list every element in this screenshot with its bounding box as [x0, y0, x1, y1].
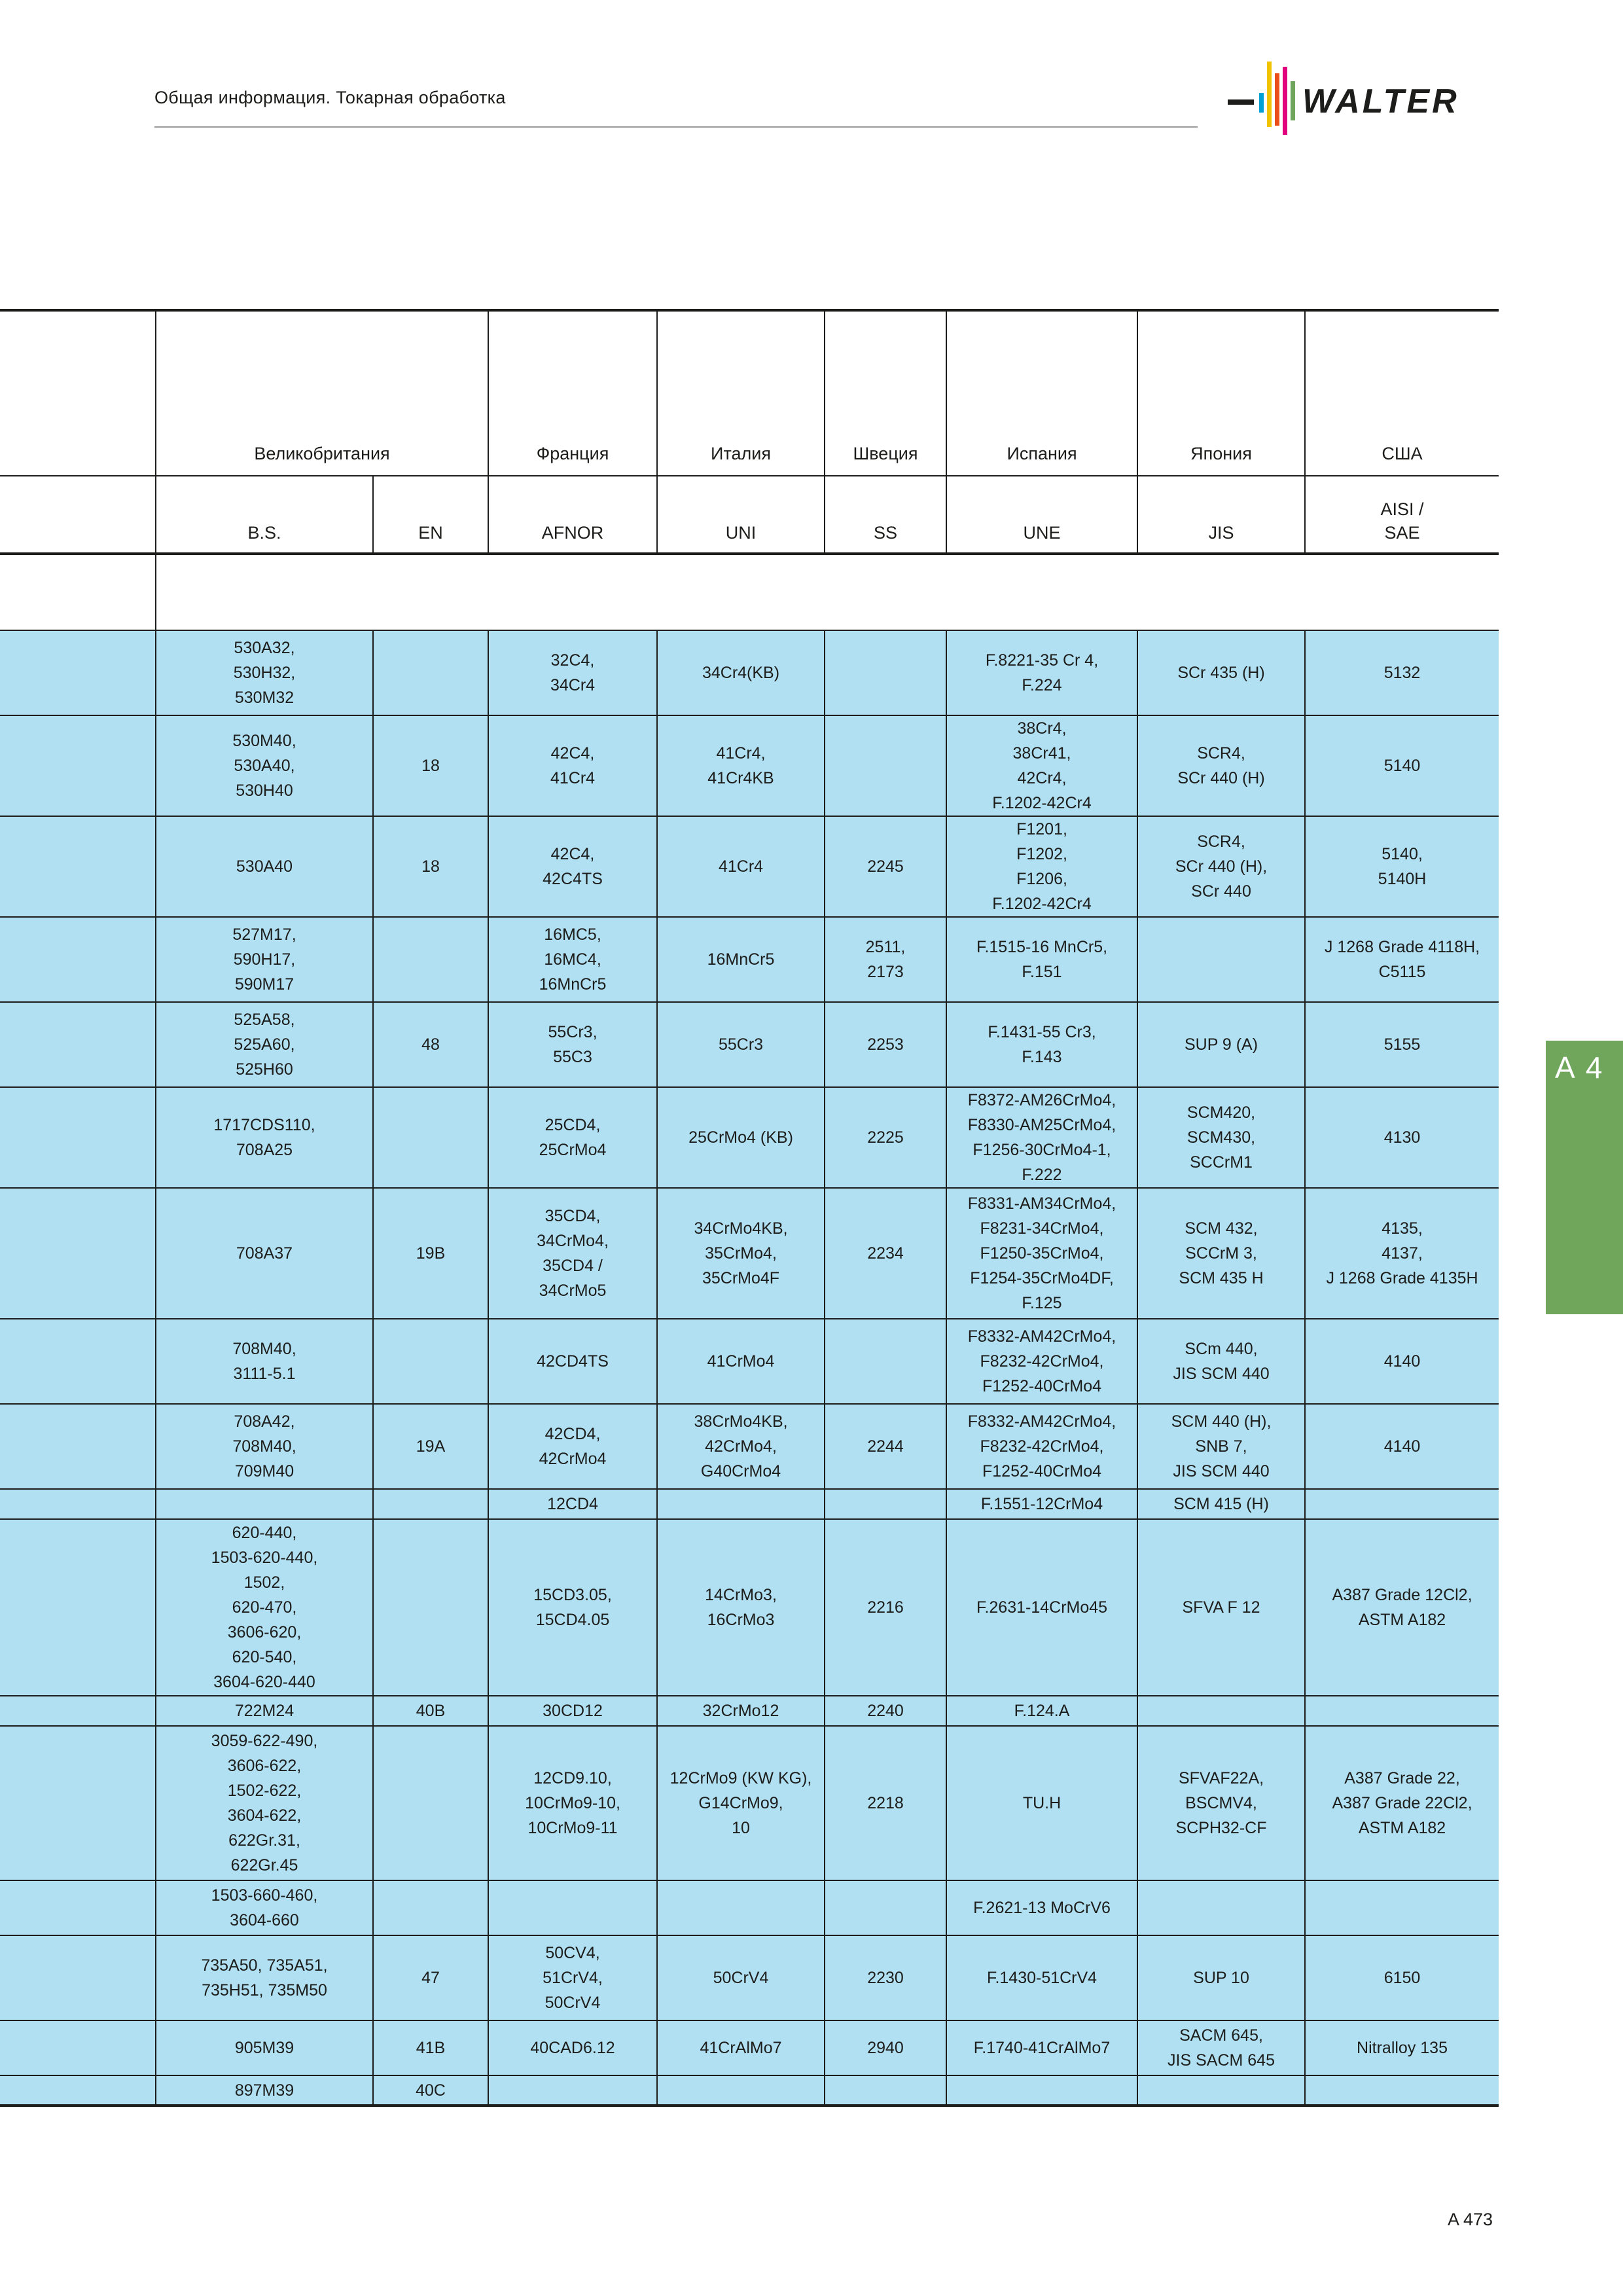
logo-bar-magenta: [1283, 67, 1287, 135]
cell-bs: 620-440, 1503-620-440, 1502, 620-470, 3606-620, 620-540, 3604-620-440: [156, 1519, 373, 1696]
table-row: [0, 1002, 1499, 1087]
table-row: [0, 1188, 1499, 1319]
cell-une: F.8221-35 Cr 4, F.224: [946, 630, 1137, 715]
cell-en: [373, 1519, 488, 1696]
cell-ss: 2234: [825, 1188, 946, 1319]
cell-bs: 897M39: [156, 2075, 373, 2106]
cell-jis: SUP 9 (A): [1137, 1002, 1305, 1087]
country-japan: Япония: [1137, 310, 1305, 476]
cell-uni: 32CrMo12: [657, 1696, 825, 1726]
cell-aisi-sae: 5132: [1305, 630, 1499, 715]
cell-aisi-sae: 5140: [1305, 715, 1499, 816]
cell-jis: SCM 432, SCCrM 3, SCM 435 H: [1137, 1188, 1305, 1319]
cell-une: F.1551-12CrMo4: [946, 1489, 1137, 1519]
cell-afnor: 12CD9.10, 10CrMo9-10, 10CrMo9-11: [488, 1726, 657, 1880]
country-header-row: [0, 310, 1499, 476]
cell-une: F1201, F1202, F1206, F.1202-42Cr4: [946, 816, 1137, 917]
table-row: [0, 1087, 1499, 1188]
cell-une: F.1515-16 MnCr5, F.151: [946, 917, 1137, 1002]
cell-uni: 41Cr4, 41Cr4KB: [657, 715, 825, 816]
cell-une: F.124.A: [946, 1696, 1137, 1726]
cell-en: 18: [373, 715, 488, 816]
left-blank-cell: [0, 1880, 156, 1935]
cell-uni: 12CrMo9 (KW KG), G14CrMo9, 10: [657, 1726, 825, 1880]
cell-une: F.2631-14CrMo45: [946, 1519, 1137, 1696]
cell-en: [373, 1489, 488, 1519]
logo-bar-orange: [1275, 73, 1279, 126]
cell-ss: [825, 1319, 946, 1404]
cell-jis: SFVAF22A, BSCMV4, SCPH32-CF: [1137, 1726, 1305, 1880]
cell-aisi-sae: [1305, 2075, 1499, 2106]
cell-ss: [825, 630, 946, 715]
logo-wordmark: WALTER: [1302, 82, 1459, 120]
cell-afnor: 42C4, 42C4TS: [488, 816, 657, 917]
blank-spacer-row: [0, 554, 1499, 630]
cell-ss: 2225: [825, 1087, 946, 1188]
cell-uni: [657, 2075, 825, 2106]
cell-bs: 1503-660-460, 3604-660: [156, 1880, 373, 1935]
cell-jis: SACM 645, JIS SACM 645: [1137, 2020, 1305, 2075]
logo-bar-green: [1291, 81, 1295, 120]
header-divider: [154, 126, 1198, 128]
left-blank-header: [0, 310, 156, 476]
table-row: [0, 1519, 1499, 1696]
cell-afnor: 40CAD6.12: [488, 2020, 657, 2075]
cell-ss: [825, 1880, 946, 1935]
section-tab-label: A 4: [1555, 1050, 1605, 1085]
cell-aisi-sae: 4135, 4137, J 1268 Grade 4135H: [1305, 1188, 1499, 1319]
cell-afnor: 12CD4: [488, 1489, 657, 1519]
steel-grade-table: [0, 309, 1499, 2107]
cell-bs: [156, 1489, 373, 1519]
cell-afnor: 35CD4, 34CrMo4, 35CD4 / 34CrMo5: [488, 1188, 657, 1319]
table-row: [0, 2075, 1499, 2106]
logo-bars: [1228, 62, 1295, 135]
cell-une: F8332-AM42CrMo4, F8232-42CrMo4, F1252-40CrMo4: [946, 1319, 1137, 1404]
left-blank-cell: [0, 1489, 156, 1519]
cell-en: 47: [373, 1935, 488, 2020]
left-blank-cell: [0, 1188, 156, 1319]
cell-afnor: 55Cr3, 55C3: [488, 1002, 657, 1087]
table-row: [0, 630, 1499, 715]
cell-une: F.1431-55 Cr3, F.143: [946, 1002, 1137, 1087]
cell-bs: 530A32, 530H32, 530M32: [156, 630, 373, 715]
cell-jis: SCM 415 (H): [1137, 1489, 1305, 1519]
cell-uni: 25CrMo4 (KB): [657, 1087, 825, 1188]
cell-jis: [1137, 1880, 1305, 1935]
cell-jis: SFVA F 12: [1137, 1519, 1305, 1696]
cell-bs: 525A58, 525A60, 525H60: [156, 1002, 373, 1087]
cell-afnor: [488, 2075, 657, 2106]
cell-une: F.1430-51CrV4: [946, 1935, 1137, 2020]
cell-uni: 41CrMo4: [657, 1319, 825, 1404]
page-header-title: Общая информация. Токарная обработка: [154, 88, 506, 107]
cell-aisi-sae: [1305, 1696, 1499, 1726]
walter-logo: [1228, 60, 1500, 136]
country-uk: Великобритания: [156, 310, 488, 476]
cell-ss: 2240: [825, 1696, 946, 1726]
cell-uni: 41Cr4: [657, 816, 825, 917]
cell-aisi-sae: Nitralloy 135: [1305, 2020, 1499, 2075]
table-row: [0, 1489, 1499, 1519]
cell-aisi-sae: 6150: [1305, 1935, 1499, 2020]
cell-en: [373, 1726, 488, 1880]
cell-aisi-sae: 5155: [1305, 1002, 1499, 1087]
cell-aisi-sae: 5140, 5140H: [1305, 816, 1499, 917]
cell-uni: 50CrV4: [657, 1935, 825, 2020]
cell-uni: 55Cr3: [657, 1002, 825, 1087]
standard-en: EN: [373, 476, 488, 554]
cell-une: 38Cr4, 38Cr41, 42Cr4, F.1202-42Cr4: [946, 715, 1137, 816]
logo-bar-yellow: [1267, 62, 1272, 127]
standard-ss: SS: [825, 476, 946, 554]
standard-header-row: [0, 476, 1499, 554]
cell-jis: SCm 440, JIS SCM 440: [1137, 1319, 1305, 1404]
logo-bar-blue: [1259, 93, 1264, 113]
cell-afnor: 16MC5, 16MC4, 16MnCr5: [488, 917, 657, 1002]
cell-ss: [825, 1489, 946, 1519]
cell-jis: [1137, 917, 1305, 1002]
table-row: [0, 1935, 1499, 2020]
cell-en: 19A: [373, 1404, 488, 1489]
left-blank-cell: [0, 1726, 156, 1880]
table-row: [0, 816, 1499, 917]
left-blank-cell: [0, 1519, 156, 1696]
cell-aisi-sae: [1305, 1880, 1499, 1935]
cell-jis: SCR4, SCr 440 (H), SCr 440: [1137, 816, 1305, 917]
cell-en: [373, 1319, 488, 1404]
country-spain: Испания: [946, 310, 1137, 476]
cell-une: F8332-AM42CrMo4, F8232-42CrMo4, F1252-40CrMo4: [946, 1404, 1137, 1489]
cell-bs: 530A40: [156, 816, 373, 917]
standard-afnor: AFNOR: [488, 476, 657, 554]
table-row: [0, 1404, 1499, 1489]
cell-ss: 2245: [825, 816, 946, 917]
cell-jis: SCr 435 (H): [1137, 630, 1305, 715]
cell-ss: 2253: [825, 1002, 946, 1087]
cell-en: 18: [373, 816, 488, 917]
cell-ss: 2218: [825, 1726, 946, 1880]
cell-uni: [657, 1489, 825, 1519]
standard-bs: B.S.: [156, 476, 373, 554]
left-blank-cell: [0, 2020, 156, 2075]
cell-afnor: 15CD3.05, 15CD4.05: [488, 1519, 657, 1696]
cell-aisi-sae: 4140: [1305, 1319, 1499, 1404]
cell-aisi-sae: 4130: [1305, 1087, 1499, 1188]
cell-bs: 708A37: [156, 1188, 373, 1319]
cell-aisi-sae: A387 Grade 22, A387 Grade 22Cl2, ASTM A182: [1305, 1726, 1499, 1880]
cell-en: 19B: [373, 1188, 488, 1319]
left-blank-cell: [0, 554, 156, 630]
cell-aisi-sae: A387 Grade 12Cl2, ASTM A182: [1305, 1519, 1499, 1696]
left-blank-cell: [0, 816, 156, 917]
cell-ss: 2216: [825, 1519, 946, 1696]
country-usa: США: [1305, 310, 1499, 476]
left-blank-cell: [0, 1319, 156, 1404]
cell-ss: 2244: [825, 1404, 946, 1489]
cell-en: 40C: [373, 2075, 488, 2106]
cell-bs: 735A50, 735A51, 735H51, 735M50: [156, 1935, 373, 2020]
table-row: [0, 715, 1499, 816]
cell-aisi-sae: 4140: [1305, 1404, 1499, 1489]
standard-uni: UNI: [657, 476, 825, 554]
cell-en: 48: [373, 1002, 488, 1087]
cell-uni: 38CrMo4KB, 42CrMo4, G40CrMo4: [657, 1404, 825, 1489]
cell-jis: SCM420, SCM430, SCCrM1: [1137, 1087, 1305, 1188]
left-blank-cell: [0, 1087, 156, 1188]
cell-aisi-sae: J 1268 Grade 4118H, C5115: [1305, 917, 1499, 1002]
spacer-cell: [156, 554, 1499, 630]
cell-bs: 708A42, 708M40, 709M40: [156, 1404, 373, 1489]
cell-jis: SCM 440 (H), SNB 7, JIS SCM 440: [1137, 1404, 1305, 1489]
cell-afnor: 42CD4TS: [488, 1319, 657, 1404]
cell-bs: 3059-622-490, 3606-622, 1502-622, 3604-622, 622Gr.31, 622Gr.45: [156, 1726, 373, 1880]
cell-uni: 16MnCr5: [657, 917, 825, 1002]
cell-afnor: 50CV4, 51CrV4, 50CrV4: [488, 1935, 657, 2020]
cell-uni: 34Cr4(KB): [657, 630, 825, 715]
cell-une: F8331-AM34CrMo4, F8231-34CrMo4, F1250-35CrMo4, F1254-35CrMo4DF, F.125: [946, 1188, 1137, 1319]
cell-afnor: 42C4, 41Cr4: [488, 715, 657, 816]
cell-bs: 1717CDS110, 708A25: [156, 1087, 373, 1188]
section-tab: [1546, 1041, 1623, 1314]
cell-afnor: 32C4, 34Cr4: [488, 630, 657, 715]
cell-en: 41B: [373, 2020, 488, 2075]
standard-aisi-sae: AISI / SAE: [1305, 476, 1499, 554]
table-row: [0, 1726, 1499, 1880]
cell-en: [373, 917, 488, 1002]
table-row: [0, 1880, 1499, 1935]
cell-une: F.2621-13 MoCrV6: [946, 1880, 1137, 1935]
cell-ss: 2511, 2173: [825, 917, 946, 1002]
left-blank-header: [0, 476, 156, 554]
cell-aisi-sae: [1305, 1489, 1499, 1519]
cell-jis: SCR4, SCr 440 (H): [1137, 715, 1305, 816]
cell-afnor: 30CD12: [488, 1696, 657, 1726]
cell-bs: 905M39: [156, 2020, 373, 2075]
cell-en: [373, 630, 488, 715]
cell-uni: 14CrMo3, 16CrMo3: [657, 1519, 825, 1696]
left-blank-cell: [0, 1696, 156, 1726]
cell-en: 40B: [373, 1696, 488, 1726]
cell-jis: [1137, 2075, 1305, 2106]
cell-une: F8372-AM26CrMo4, F8330-AM25CrMo4, F1256-30CrMo4-1, F.222: [946, 1087, 1137, 1188]
cell-bs: 722M24: [156, 1696, 373, 1726]
cell-bs: 527M17, 590H17, 590M17: [156, 917, 373, 1002]
cell-ss: [825, 715, 946, 816]
cell-en: [373, 1087, 488, 1188]
cell-afnor: 42CD4, 42CrMo4: [488, 1404, 657, 1489]
left-blank-cell: [0, 715, 156, 816]
cell-afnor: [488, 1880, 657, 1935]
cell-bs: 708M40, 3111-5.1: [156, 1319, 373, 1404]
table-row: [0, 917, 1499, 1002]
cell-une: TU.H: [946, 1726, 1137, 1880]
cell-ss: [825, 2075, 946, 2106]
cell-bs: 530M40, 530A40, 530H40: [156, 715, 373, 816]
cell-ss: 2230: [825, 1935, 946, 2020]
cell-en: [373, 1880, 488, 1935]
table-row: [0, 1696, 1499, 1726]
cell-une: [946, 2075, 1137, 2106]
cell-afnor: 25CD4, 25CrMo4: [488, 1087, 657, 1188]
cell-une: F.1740-41CrAlMo7: [946, 2020, 1137, 2075]
country-sweden: Швеция: [825, 310, 946, 476]
left-blank-cell: [0, 1404, 156, 1489]
country-italy: Италия: [657, 310, 825, 476]
cell-uni: 34CrMo4KB, 35CrMo4, 35CrMo4F: [657, 1188, 825, 1319]
cell-uni: [657, 1880, 825, 1935]
cell-uni: 41CrAlMo7: [657, 2020, 825, 2075]
page-number: A 473: [1448, 2210, 1493, 2229]
left-blank-cell: [0, 1002, 156, 1087]
standard-jis: JIS: [1137, 476, 1305, 554]
cell-ss: 2940: [825, 2020, 946, 2075]
cell-jis: [1137, 1696, 1305, 1726]
left-blank-cell: [0, 2075, 156, 2106]
left-blank-cell: [0, 1935, 156, 2020]
table-row: [0, 2020, 1499, 2075]
country-france: Франция: [488, 310, 657, 476]
cell-jis: SUP 10: [1137, 1935, 1305, 2020]
left-blank-cell: [0, 917, 156, 1002]
standard-une: UNE: [946, 476, 1137, 554]
left-blank-cell: [0, 630, 156, 715]
table-row: [0, 1319, 1499, 1404]
